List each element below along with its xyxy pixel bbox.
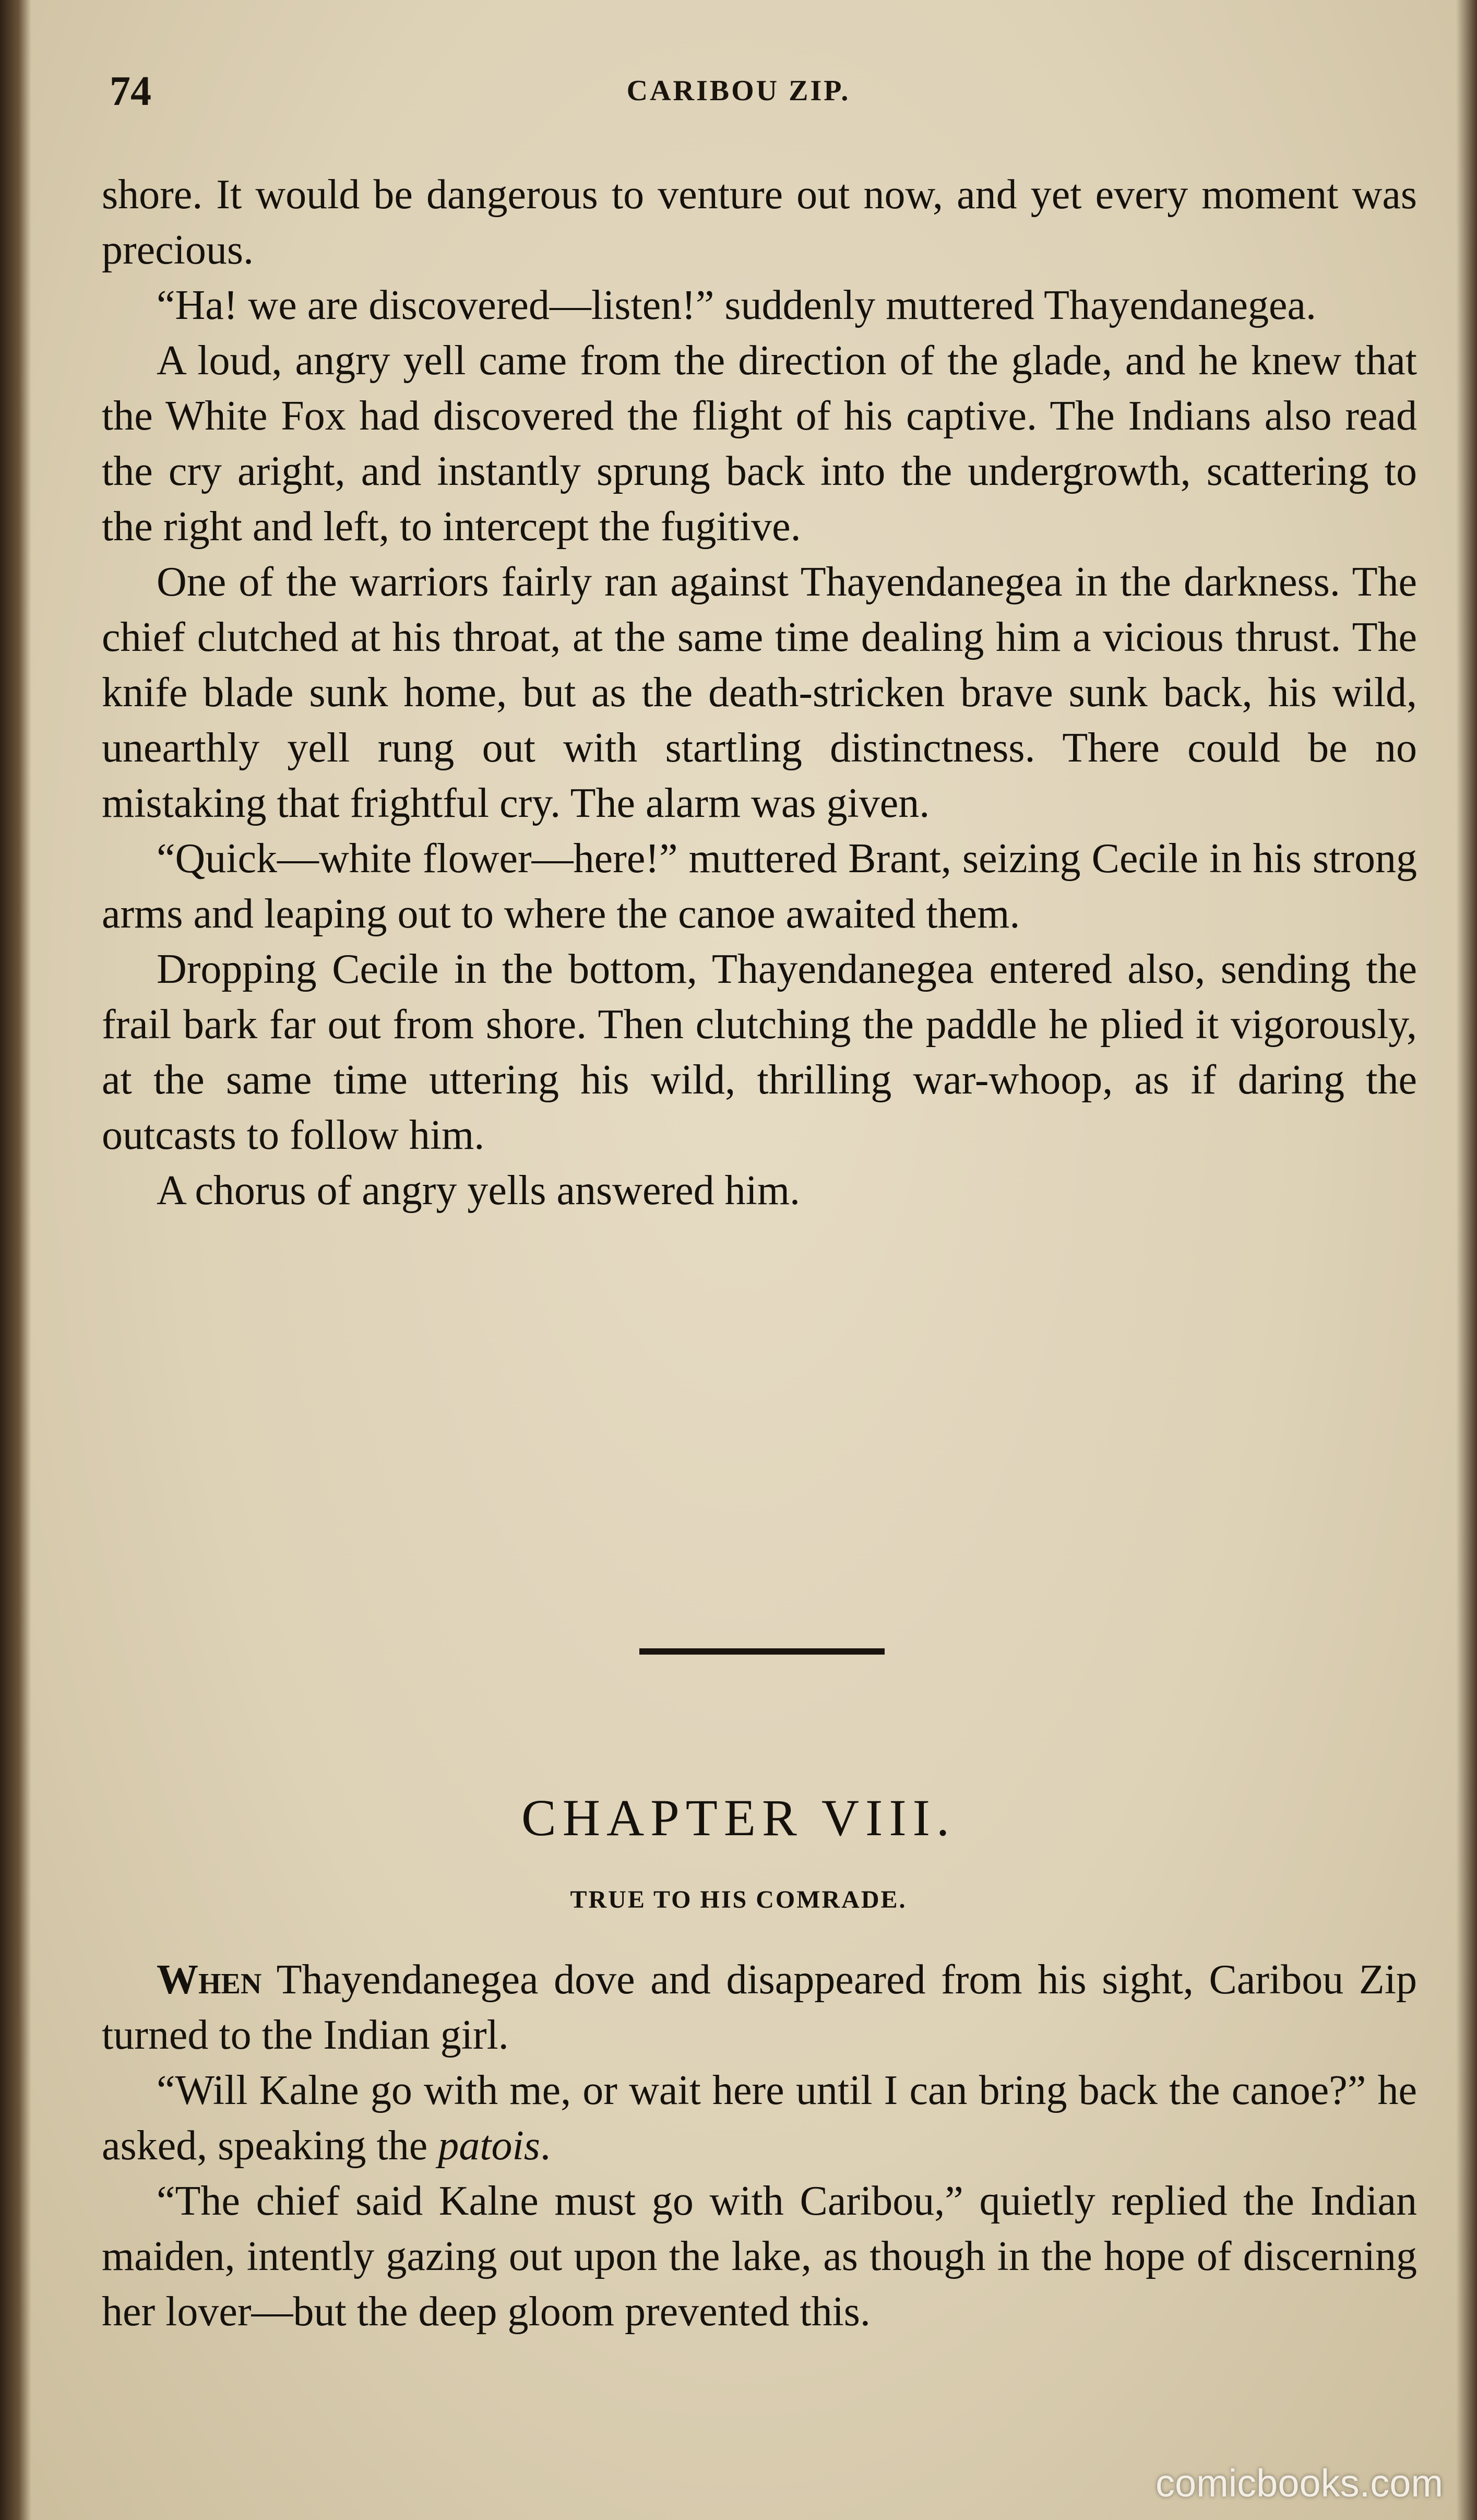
- paragraph-text: “Will Kalne go with me, or wait here until I can bring back the canoe?” he asked, speaking the: [102, 2067, 1417, 2169]
- text-block-bottom: [102, 1952, 1417, 2339]
- paragraph: One of the warriors fairly ran against Thayendanegea in the darkness. The chief clutched at his throat, at the same time dealing him a vicious thrust. The knife blade sunk home, but as the death-stricken brave sunk back, his wild, unearthly yell rung out with startling distinctness. There could be no mistaking that frightful cry. The alarm was given.: [102, 559, 1417, 826]
- italic-word: patois: [438, 2123, 540, 2169]
- paragraph-text: Thayendanegea dove and disappeared from his sight, Caribou Zip turned to the Indian girl.: [102, 1957, 1417, 2058]
- paragraph: A chorus of angry yells answered him.: [157, 1168, 801, 1214]
- text-block-top: [102, 167, 1417, 1218]
- paragraph: [102, 1952, 1417, 2063]
- section-divider-rule: [639, 1648, 885, 1655]
- paragraph: “Ha! we are discovered—listen!” suddenly muttered Thayendanegea.: [157, 282, 1317, 328]
- opening-word: When: [157, 1957, 262, 2003]
- paragraph: A loud, angry yell came from the direction of the glade, and he knew that the White Fox had discovered the flight of his captive. The Indians also read the cry aright, and instantly sprung back into the undergrowth, scattering to the right and left, to intercept the fugitive.: [102, 338, 1417, 550]
- chapter-title: CHAPTER VIII.: [521, 1789, 956, 1847]
- chapter-subtitle: TRUE TO HIS COMRADE.: [570, 1886, 907, 1913]
- page-right-edge-shadow: [1456, 0, 1477, 2520]
- page-left-edge-shadow: [0, 0, 31, 2520]
- paragraph: [102, 2063, 1417, 2173]
- paragraph: Dropping Cecile in the bottom, Thayendanegea entered also, sending the frail bark far out from shore. Then clutching the paddle he plied it vigorously, at the same time uttering his wild, thrilling war-whoop, as if daring the outcasts to follow him.: [102, 946, 1417, 1158]
- paragraph-text: .: [540, 2123, 551, 2169]
- running-title: CARIBOU ZIP.: [626, 75, 851, 107]
- paragraph: “The chief said Kalne must go with Caribou,” quietly replied the Indian maiden, intently gazing out upon the lake, as though in the hope of discerning her lover—but the deep gloom prevented this.: [102, 2178, 1417, 2335]
- paragraph: shore. It would be dangerous to venture out now, and yet every moment was precious.: [102, 172, 1417, 273]
- page-header: [110, 68, 1367, 115]
- paragraph: “Quick—white flower—here!” muttered Brant, seizing Cecile in his strong arms and leaping out to where the canoe awaited them.: [102, 836, 1417, 937]
- page-number: 74: [110, 68, 151, 114]
- watermark: comicbooks.com: [1155, 2462, 1443, 2505]
